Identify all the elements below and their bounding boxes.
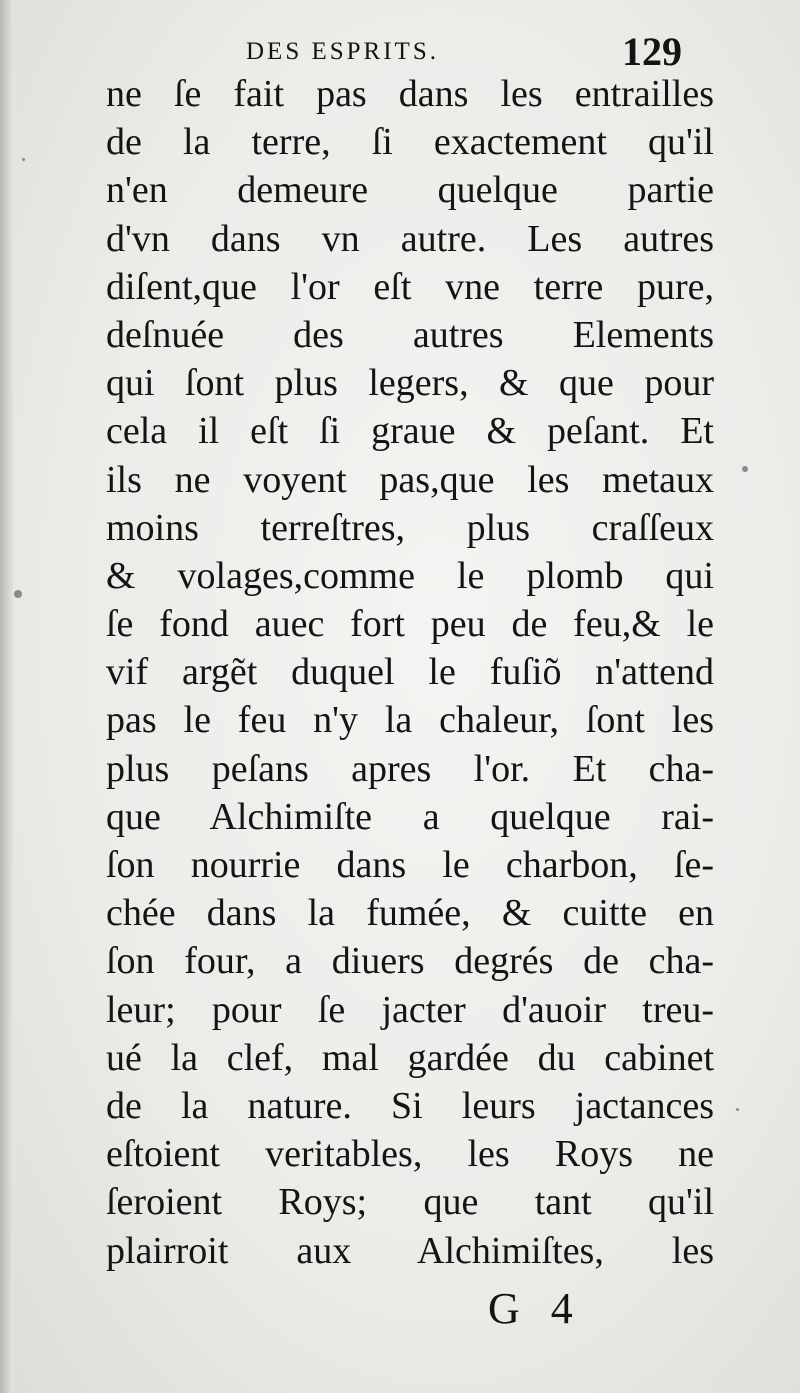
text-line: d'vn dans vn autre. Les autres — [106, 217, 714, 260]
text-line: eſtoient veritables, les Roys ne — [106, 1133, 714, 1176]
text-line: & volages,comme le plomb qui — [106, 554, 714, 597]
text-line: ué la clef, mal gardée du cabinet — [106, 1036, 714, 1079]
ink-speck — [14, 590, 22, 598]
page-number: 129 — [622, 29, 682, 74]
text-line: vif argẽt duquel le fuſiõ n'attend — [106, 651, 714, 694]
text-line: ſon four, a diuers degrés de cha- — [106, 940, 714, 983]
ink-speck — [742, 466, 748, 472]
text-line: de la terre, ſi exactement qu'il — [106, 121, 714, 164]
running-head: DES ESPRITS. — [246, 38, 439, 65]
text-line: n'en demeure quelque partie — [106, 169, 714, 212]
body-text — [106, 70, 714, 1275]
text-line: qui ſont plus legers, & que pour — [106, 362, 714, 405]
text-line: ils ne voyent pas,que les metaux — [106, 458, 714, 501]
text-line: que Alchimiſte a quelque rai- — [106, 795, 714, 838]
text-line: de la nature. Si leurs jactances — [106, 1084, 714, 1127]
text-line: pas le feu n'y la chaleur, ſont les — [106, 699, 714, 742]
page-gutter-shadow — [0, 0, 14, 1393]
text-line: ne ſe fait pas dans les entrailles — [106, 73, 714, 115]
text-line: plairroit aux Alchimiſtes, les — [106, 1229, 714, 1272]
text-line: moins terreſtres, plus craſſeux — [106, 506, 714, 549]
text-line: ſon nourrie dans le charbon, ſe- — [106, 844, 714, 886]
signature-mark: G 4 — [488, 1284, 583, 1333]
text-line: leur; pour ſe jacter d'auoir treu- — [106, 988, 714, 1031]
ink-speck — [736, 1108, 739, 1111]
text-line: chée dans la fumée, & cuitte en — [106, 892, 714, 935]
text-line: plus peſans apres l'or. Et cha- — [106, 747, 714, 790]
text-line: deſnuée des autres Elements — [106, 313, 714, 356]
text-line: ſe fond auec fort peu de feu,& le — [106, 603, 714, 646]
text-line: diſent,que l'or eſt vne terre pure, — [106, 265, 714, 308]
text-line: cela il eſt ſi graue & peſant. Et — [106, 410, 714, 453]
ink-speck — [22, 158, 25, 161]
text-line: ſeroient Roys; que tant qu'il — [106, 1181, 714, 1224]
